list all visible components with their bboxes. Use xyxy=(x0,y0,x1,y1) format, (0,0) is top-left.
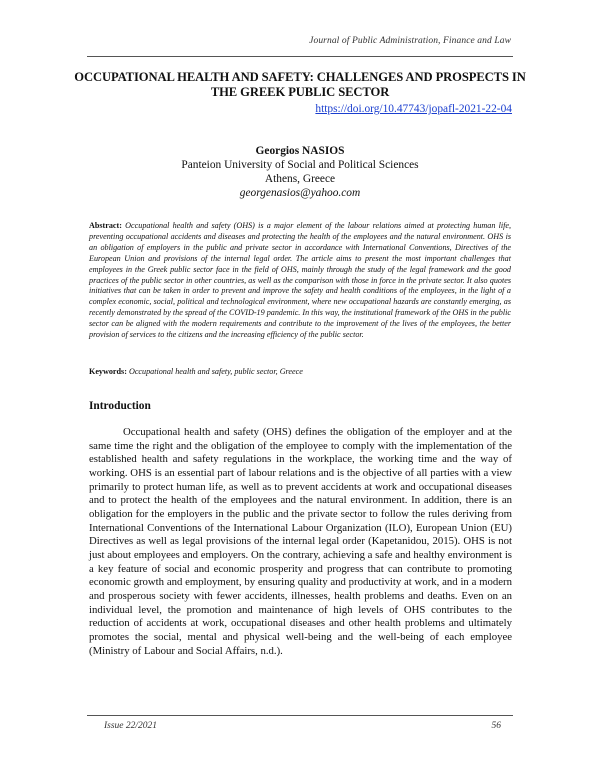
journal-running-header: Journal of Public Administration, Finance and Law xyxy=(309,36,511,46)
section-heading-introduction: Introduction xyxy=(89,400,151,412)
author-affiliation: Panteion University of Social and Political Sciences xyxy=(181,159,419,171)
author-email: georgenasios@yahoo.com xyxy=(239,187,361,199)
keywords-text: Occupational health and safety, public sector, Greece xyxy=(128,367,303,376)
author-name: Georgios NASIOS xyxy=(255,145,345,157)
abstract-text: Occupational health and safety (OHS) is a major element of the labour relations aimed at protecting human life, preventing occupational accidents and diseases and protecting the health of the employees and the natural environment. OHS is an obligation of employers in the public and private sector in accordance with International Conventions, Directives of the European Union and provisions of the internal legal order. The article aims to present the most important challenges that employees in the Greek public sector face in the field of OHS, mainly through the study of the legal framework and the good practices of the public sector in other countries, as well as the comparison with those in force in the private sector. It also quotes initiatives that can be taken in order to prevent and improve the safety and health conditions of the employees, in the light of a complex economic, social, political and technological environment, where new occupational hazards are constantly emerging, as recently demonstrated by the spread of the COVID-19 pandemic. In this way, the institutional framework of the OHS in the public sector can be aligned with the modern requirements and contribute to the improvement of the lives of the employees, the better provision of services to the citizens and the increasing efficiency of the public sector. xyxy=(89,221,512,340)
footer-divider xyxy=(87,715,513,716)
author-location: Athens, Greece xyxy=(264,173,336,185)
footer-issue: Issue 22/2021 xyxy=(104,721,158,731)
keywords-label: Keywords: xyxy=(89,367,127,376)
article-title: OCCUPATIONAL HEALTH AND SAFETY: CHALLENGES AND PROSPECTS IN THE GREEK PUBLIC SECTOR xyxy=(74,70,526,99)
header-divider xyxy=(87,56,513,57)
abstract-label: Abstract: xyxy=(89,221,122,230)
doi-link[interactable]: https://doi.org/10.47743/jopafl-2021-22-04 xyxy=(315,103,512,115)
abstract xyxy=(89,221,511,341)
introduction-paragraph: Occupational health and safety (OHS) defines the obligation of the employer and at the same time the right and the obligation of the employee to comply with the implementation of the established health and safety regulations in the workplace, the working time and the way of working. OHS is an essential part of labour relations and is the objective of all parties with a view primarily to protect human life, as well as to prevent accidents at work and occupational diseases and to protect the health of the employees and the natural environment. In addition, there is an obligation for the employers in the public and the private sector to follow the rules deriving from International Conventions of the International Labour Organization (ILO), European Union (EU) Directives as well as legal provisions of the internal legal order (Kapetanidou, 2015). OHS is not just about employees and employers. On the contrary, achieving a safe and healthy environment is a key feature of social and economic prosperity and progress that can contribute to promoting economic growth and employment, by ensuring quality and productivity at work, and in a modern and prosperous society with fewer accidents, illnesses, health problems and deaths. Even on an individual level, the promotion and maintenance of high levels of OHS contributes to the reduction of accidents at work, occupational diseases and other health problems and ultimately promotes the social, mental and physical well-being and the well-being of each employee (Ministry of Labour and Social Affairs, n.d.). xyxy=(89,426,512,657)
author-block xyxy=(100,144,500,200)
keywords xyxy=(89,367,511,378)
page-number: 56 xyxy=(491,721,501,731)
